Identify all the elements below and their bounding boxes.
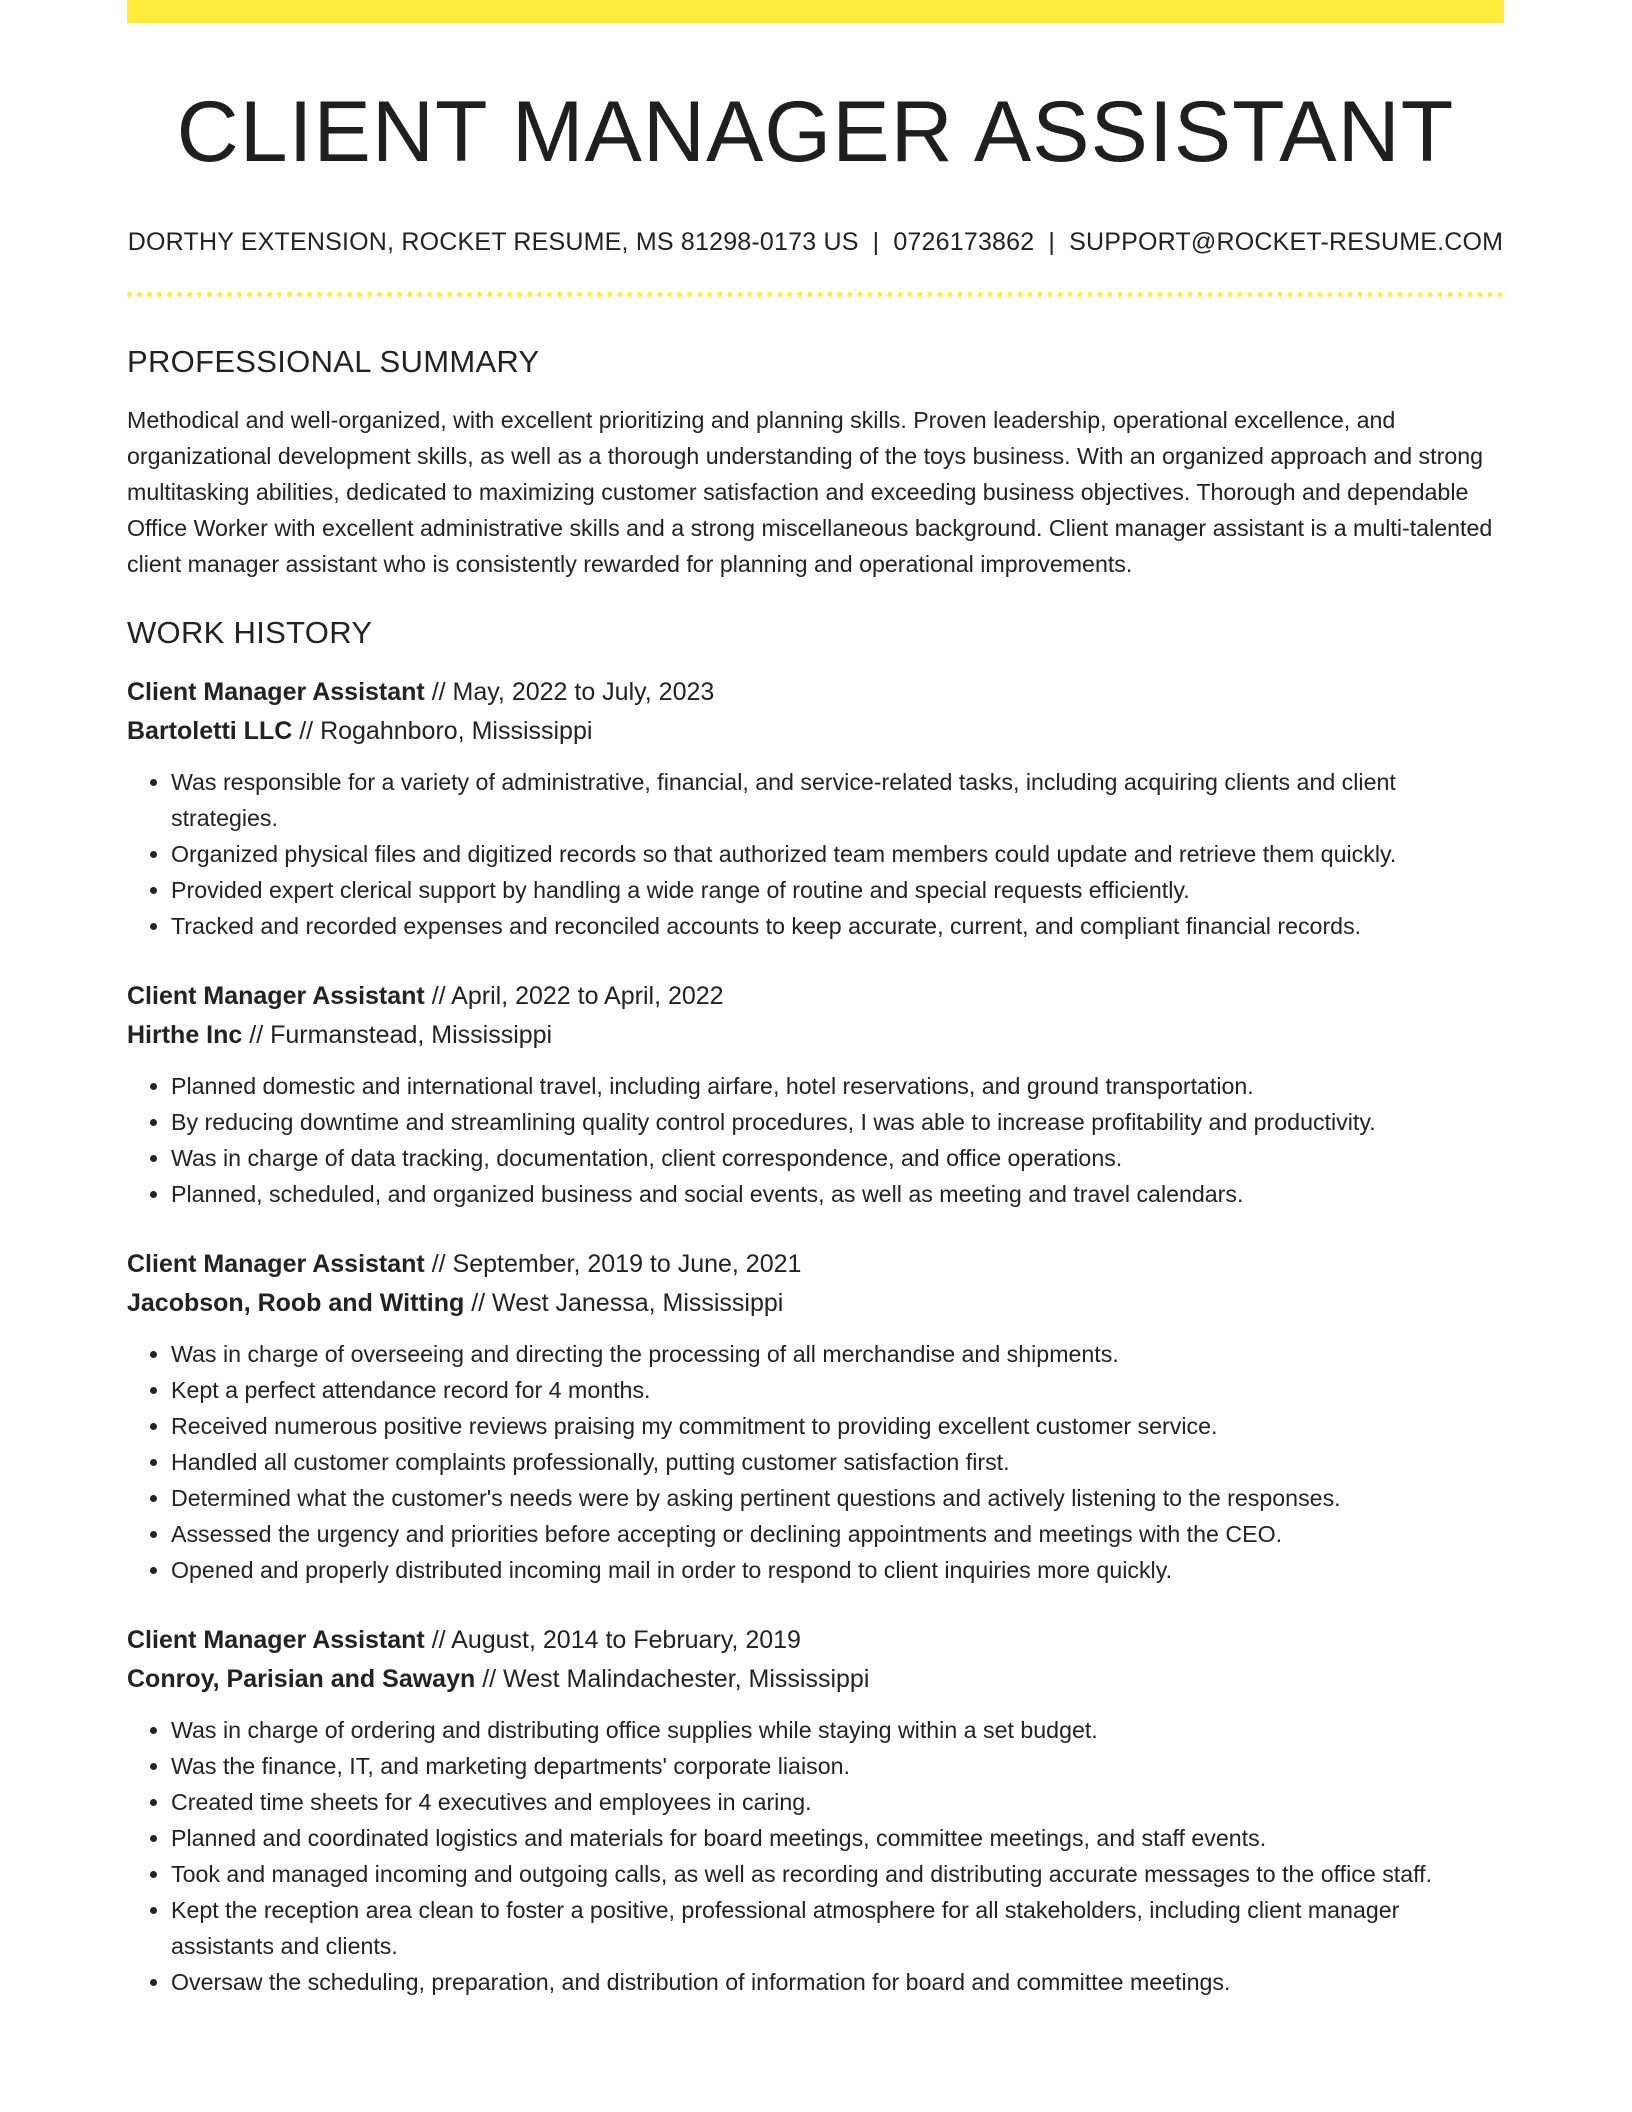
summary-text: Methodical and well-organized, with excellent prioritizing and planning skills. Proven leadership, operational excellence, and organizational development skills, as well as a thorough understanding of the toys business. With an organized approach and strong multitasking abilities, dedicated to maximizing customer satisfaction and exceeding business objectives. Thorough and dependable Office Worker with excellent administrative skills and a strong miscellaneous background. Client manager assistant is a multi-talented client manager assistant who is consistently rewarded for planning and operational improvements.	[127, 406, 1493, 577]
list-item: • Received numerous positive reviews praising my commitment to providing excellent customer service.	[171, 1408, 1504, 1444]
list-item: • Kept the reception area clean to foster a positive, professional atmosphere for all stakeholders, including client manager assistants and clients.	[171, 1892, 1504, 1964]
job-bullets	[127, 764, 1504, 944]
job-role: Client Manager Assistant	[127, 1625, 425, 1654]
job-role: Client Manager Assistant	[127, 677, 425, 706]
job-company: Bartoletti LLC	[127, 716, 293, 745]
job-company: Conroy, Parisian and Sawayn	[127, 1664, 476, 1693]
contact-phone: 0726173862	[893, 227, 1035, 256]
job-bullets	[127, 1712, 1504, 2000]
job-role-line	[127, 673, 1504, 712]
list-item: • By reducing downtime and streamlining quality control procedures, I was able to increase profitability and productivity.	[171, 1104, 1504, 1140]
job-company: Jacobson, Roob and Witting	[127, 1288, 465, 1317]
list-item: • Planned, scheduled, and organized business and social events, as well as meeting and travel calendars.	[171, 1176, 1504, 1212]
job-bullets	[127, 1336, 1504, 1588]
work-history-list	[127, 673, 1504, 2000]
job-dates: // August, 2014 to February, 2019	[424, 1625, 801, 1654]
job-role-line	[127, 1245, 1504, 1284]
list-item: • Oversaw the scheduling, preparation, and distribution of information for board and committee meetings.	[171, 1964, 1504, 2000]
list-item: • Was in charge of overseeing and directing the processing of all merchandise and shipments.	[171, 1336, 1504, 1372]
job-entry	[127, 673, 1504, 944]
job-company-line	[127, 712, 1504, 751]
job-entry	[127, 1245, 1504, 1588]
job-location: // Rogahnboro, Mississippi	[292, 716, 593, 745]
list-item: • Was in charge of ordering and distributing office supplies while staying within a set budget.	[171, 1712, 1504, 1748]
list-item: • Was in charge of data tracking, documentation, client correspondence, and office operations.	[171, 1140, 1504, 1176]
list-item: • Assessed the urgency and priorities before accepting or declining appointments and meetings with the CEO.	[171, 1516, 1504, 1552]
resume-title: CLIENT MANAGER ASSISTANT	[176, 84, 1455, 180]
list-item: • Tracked and recorded expenses and reconciled accounts to keep accurate, current, and compliant financial records.	[171, 908, 1504, 944]
job-dates: // May, 2022 to July, 2023	[424, 677, 715, 706]
list-item: • Determined what the customer's needs were by asking pertinent questions and actively listening to the responses.	[171, 1480, 1504, 1516]
job-bullets	[127, 1068, 1504, 1212]
list-item: • Created time sheets for 4 executives and employees in caring.	[171, 1784, 1504, 1820]
list-item: • Was responsible for a variety of administrative, financial, and service-related tasks, including acquiring clients and client strategies.	[171, 764, 1504, 836]
list-item: • Was the finance, IT, and marketing departments' corporate liaison.	[171, 1748, 1504, 1784]
job-dates: // April, 2022 to April, 2022	[424, 981, 724, 1010]
contact-line	[127, 228, 1504, 257]
job-location: // West Malindachester, Mississippi	[475, 1664, 870, 1693]
contact-email: SUPPORT@ROCKET-RESUME.COM	[1069, 227, 1504, 256]
job-entry	[127, 977, 1504, 1212]
list-item: • Opened and properly distributed incoming mail in order to respond to client inquiries more quickly.	[171, 1552, 1504, 1588]
job-role-line	[127, 977, 1504, 1016]
job-company-line	[127, 1284, 1504, 1323]
list-item: • Planned domestic and international travel, including airfare, hotel reservations, and ground transportation.	[171, 1068, 1504, 1104]
job-role-line	[127, 1621, 1504, 1660]
contact-separator: |	[872, 227, 880, 256]
contact-separator: |	[1048, 227, 1056, 256]
job-company-line	[127, 1016, 1504, 1055]
list-item: • Took and managed incoming and outgoing calls, as well as recording and distributing accurate messages to the office staff.	[171, 1856, 1504, 1892]
job-role: Client Manager Assistant	[127, 981, 425, 1010]
top-accent-bar	[127, 0, 1504, 23]
resume-page	[127, 0, 1504, 2000]
work-history-heading: WORK HISTORY	[127, 614, 373, 650]
job-role: Client Manager Assistant	[127, 1249, 425, 1278]
job-company-line	[127, 1660, 1504, 1699]
list-item: • Handled all customer complaints professionally, putting customer satisfaction first.	[171, 1444, 1504, 1480]
list-item: • Kept a perfect attendance record for 4 months.	[171, 1372, 1504, 1408]
job-location: // West Janessa, Mississippi	[464, 1288, 784, 1317]
list-item: • Provided expert clerical support by handling a wide range of routine and special requests efficiently.	[171, 872, 1504, 908]
job-entry	[127, 1621, 1504, 2000]
job-location: // Furmanstead, Mississippi	[242, 1020, 553, 1049]
list-item: • Organized physical files and digitized records so that authorized team members could update and retrieve them quickly.	[171, 836, 1504, 872]
contact-address: DORTHY EXTENSION, ROCKET RESUME, MS 81298-0173 US	[127, 227, 859, 256]
summary-heading: PROFESSIONAL SUMMARY	[127, 343, 540, 379]
job-company: Hirthe Inc	[127, 1020, 243, 1049]
job-dates: // September, 2019 to June, 2021	[424, 1249, 802, 1278]
list-item: • Planned and coordinated logistics and materials for board meetings, committee meetings, and staff events.	[171, 1820, 1504, 1856]
dotted-divider	[127, 292, 1504, 297]
